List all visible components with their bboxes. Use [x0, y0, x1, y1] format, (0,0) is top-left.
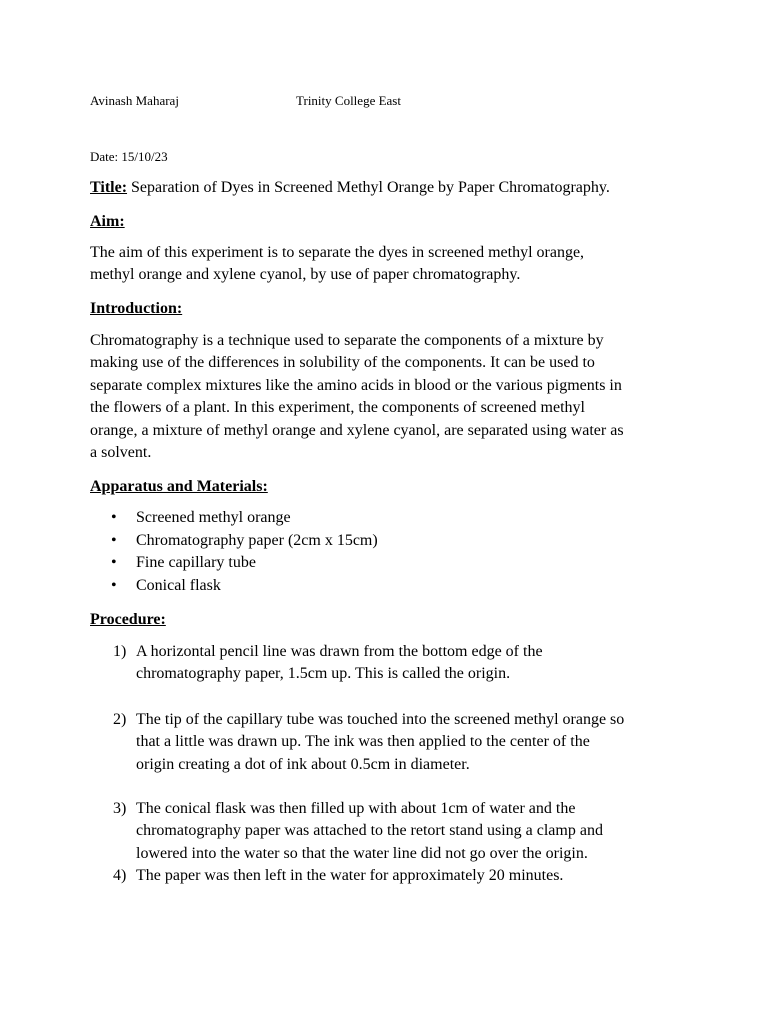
step-number: 1)	[113, 643, 127, 660]
step-line: The conical flask was then filled up with about 1cm of water and the	[136, 800, 576, 817]
list-item-text: Screened methyl orange	[136, 509, 291, 526]
introduction-line: a solvent.	[90, 444, 152, 462]
list-item-text: Fine capillary tube	[136, 554, 256, 572]
introduction-line: separate complex mixtures like the amino acids in blood or the various pigments in	[90, 376, 622, 394]
bullet-icon: •	[111, 531, 117, 549]
author-name: Avinash Maharaj	[90, 93, 179, 108]
introduction-heading: Introduction:	[90, 300, 183, 317]
introduction-line: making use of the differences in solubility of the components. It can be used to	[90, 354, 595, 372]
document-title	[90, 177, 610, 200]
introduction-line: orange, a mixture of methyl orange and xylene cyanol, are separated using water as	[90, 421, 624, 439]
bullet-icon: •	[111, 554, 117, 572]
list-item-text: Chromatography paper (2cm x 15cm)	[136, 531, 378, 549]
aim-paragraph	[90, 242, 690, 287]
list-item	[90, 530, 378, 553]
document-date: Date: 15/10/23	[90, 149, 168, 164]
introduction-line: Chromatography is a technique used to separate the components of a mixture by	[90, 332, 604, 349]
step-line: The paper was then left in the water for approximately 20 minutes.	[136, 867, 564, 884]
step-line: lowered into the water so that the water line did not go over the origin.	[136, 844, 588, 862]
aim-heading: Aim:	[90, 213, 125, 230]
apparatus-list	[90, 507, 378, 597]
step-line: chromatography paper was attached to the retort stand using a clamp and	[136, 822, 603, 840]
title-text: Separation of Dyes in Screened Methyl Orange by Paper Chromatography.	[127, 179, 610, 196]
introduction-paragraph	[90, 330, 690, 464]
school-name: Trinity College East	[296, 93, 401, 108]
list-item	[90, 575, 378, 598]
step-line: origin creating a dot of ink about 0.5cm in diameter.	[136, 755, 470, 773]
bullet-icon: •	[111, 576, 117, 594]
step-text	[136, 641, 543, 686]
list-item	[90, 507, 378, 530]
introduction-line: the flowers of a plant. In this experiment, the components of screened methyl	[90, 399, 585, 417]
apparatus-heading: Apparatus and Materials:	[90, 478, 268, 495]
aim-line: The aim of this experiment is to separate the dyes in screened methyl orange,	[90, 244, 585, 261]
step-line: A horizontal pencil line was drawn from the bottom edge of the	[136, 643, 543, 660]
step-text	[136, 709, 624, 776]
title-label: Title:	[90, 179, 128, 196]
list-item	[90, 552, 378, 575]
step-number: 2)	[113, 711, 127, 728]
aim-line: methyl orange and xylene cyanol, by use of paper chromatography.	[90, 266, 521, 284]
step-text	[136, 798, 603, 865]
bullet-icon: •	[111, 509, 117, 526]
step-text	[136, 865, 563, 887]
list-item-text: Conical flask	[136, 576, 221, 594]
step-number: 3)	[113, 800, 127, 817]
step-line: The tip of the capillary tube was touched into the screened methyl orange so	[136, 711, 625, 728]
step-number: 4)	[113, 867, 127, 884]
step-line: chromatography paper, 1.5cm up. This is called the origin.	[136, 665, 511, 683]
procedure-heading: Procedure:	[90, 611, 166, 628]
step-line: that a little was drawn up. The ink was then applied to the center of the	[136, 733, 590, 751]
